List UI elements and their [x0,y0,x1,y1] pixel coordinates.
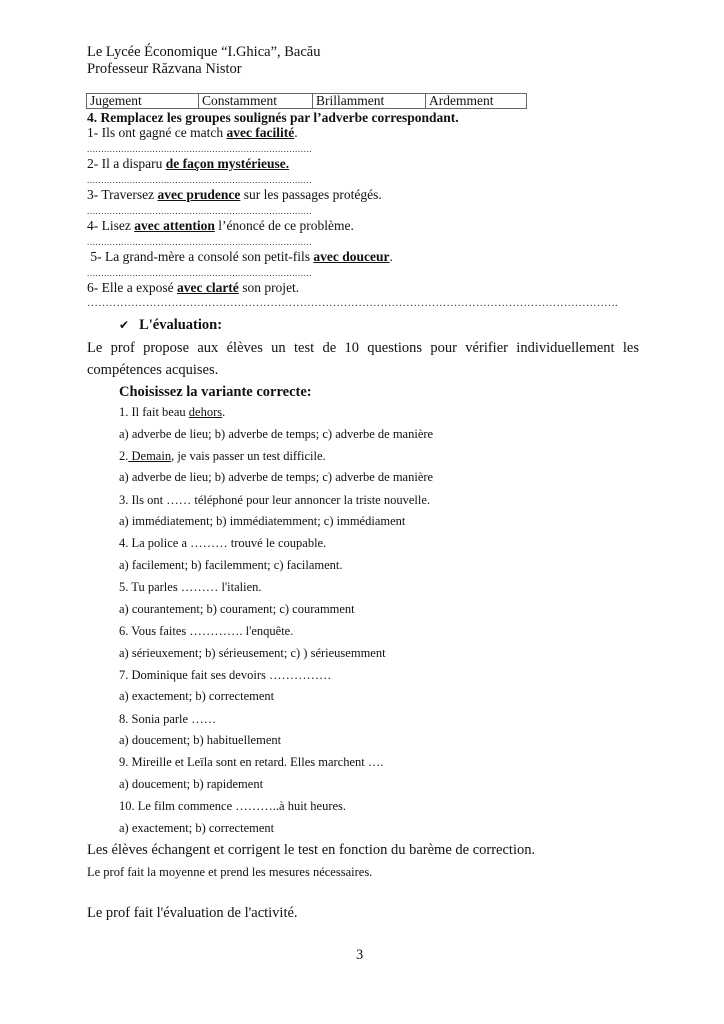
question-part: 1. Il fait beau [119,405,189,419]
adverb-table [86,93,527,109]
question-text [119,449,326,464]
school-name: Le Lycée Économique “I.Ghica”, Bacău [87,44,321,60]
question-part: 10. Le film commence ………..à huit heures. [119,799,347,814]
answer-line[interactable]: ............................................................................... [87,237,313,247]
question-options[interactable]: a) doucement; b) habituellement [119,733,282,748]
question-part: 4. La police a ……… trouvé le coupable. [119,536,327,551]
question-part: 9. Mireille et Leïla sont en retard. Elles marchent …. [119,755,384,770]
question-part: 8. Sonia parle …… [119,711,217,726]
question-part: 3. Ils ont …… téléphoné pour leur annoncer la triste nouvelle. [119,492,431,507]
exercise-title: 4. Remplacez les groupes soulignés par l’adverbe correspondant. [87,110,459,125]
item-text: l’énoncé de ce problème. [214,218,354,233]
underlined-group: avec douceur [313,249,390,264]
answer-line[interactable]: ............................................................................... [87,268,313,278]
question-part: , je vais passer un test difficile. [171,448,326,463]
question-options[interactable]: a) exactement; b) correctement [119,820,275,835]
item-text: 5- La grand-mère a consolé son petit-fils [87,249,314,264]
question-part: 5. Tu parles ……… l'italien. [119,580,262,595]
table-cell: Jugement [87,94,199,109]
question-options[interactable]: a) courantement; b) courament; c) couramment [119,601,355,616]
table-cell: Constamment [199,94,313,109]
question-text [119,405,225,420]
evaluation-intro-line2: compétences acquises. [87,362,219,378]
exercise-item [87,156,289,172]
question-options[interactable]: a) immédiatement; b) immédiatemment; c) immédiament [119,514,406,529]
activity-text: Le prof fait l'évaluation de l'activité. [87,905,298,921]
table-row [87,94,527,109]
question-text [119,799,346,814]
question-text [119,712,216,727]
item-text: 2- Il a disparu [87,156,166,171]
evaluation-heading [119,317,222,334]
question-options[interactable]: a) facilement; b) facilemment; c) facilament. [119,557,343,572]
question-options[interactable]: a) exactement; b) correctement [119,689,275,704]
question-options[interactable]: a) adverbe de lieu; b) adverbe de temps; c) adverbe de manière [119,426,434,441]
question-text [119,580,262,595]
exercise-item [87,280,299,296]
exercise-item [87,218,354,234]
exercise-item [87,187,382,203]
answer-line[interactable]: ............................................................................... [87,206,313,216]
question-text [119,493,430,508]
underlined-group: avec attention [134,218,215,233]
exercise-item [87,249,393,265]
item-text: son projet. [238,280,300,295]
item-text: 3- Traversez [87,187,158,202]
underlined-word: Demain [128,448,172,463]
page-number: 3 [356,947,364,963]
item-text: . [294,125,298,140]
question-part: 7. Dominique fait ses devoirs …………… [119,667,332,682]
question-text [119,668,331,683]
underlined-group: avec clarté [176,280,239,295]
question-text [119,624,293,639]
answer-line[interactable]: ………………………………………………………………………………………………………………………………. [87,297,618,309]
question-text [119,755,384,770]
item-text: 6- Elle a exposé [87,280,177,295]
exchange-text: Les élèves échangent et corrigent le test en fonction du barème de correction. [87,842,536,858]
underlined-word: dehors [188,405,223,419]
average-text: Le prof fait la moyenne et prend les mesures nécessaires. [87,865,373,879]
answer-line[interactable]: ............................................................................... [87,175,313,185]
question-part: 2. [119,448,129,463]
underlined-group: avec facilité [226,125,295,140]
item-text: 1- Ils ont gagné ce match [87,125,227,140]
answer-line[interactable]: ............................................................................... [87,144,313,154]
teacher-name: Professeur Răzvana Nistor [87,61,242,77]
item-text: . [389,249,393,264]
underlined-group: avec prudence [157,187,241,202]
evaluation-title: L'évaluation: [139,317,223,333]
instruction: Choisissez la variante correcte: [119,384,312,400]
item-text: sur les passages protégés. [240,187,382,202]
underlined-group: de façon mystérieuse. [165,156,290,171]
exercise-item [87,125,298,141]
question-options[interactable]: a) doucement; b) rapidement [119,776,264,791]
check-icon: ✔ [119,318,130,332]
question-part: . [222,405,226,419]
table-cell: Brillamment [313,94,426,109]
item-text: 4- Lisez [87,218,135,233]
evaluation-intro-line1: Le prof propose aux élèves un test de 10 questions pour vérifier individuellement les [87,340,639,356]
question-text [119,536,326,551]
question-options[interactable]: a) adverbe de lieu; b) adverbe de temps; c) adverbe de manière [119,470,434,485]
question-part: 6. Vous faites …………. l'enquête. [119,624,294,638]
table-cell: Ardemment [426,94,527,109]
question-options[interactable]: a) sérieuxement; b) sérieusement; c) ) sérieusemment [119,645,386,660]
